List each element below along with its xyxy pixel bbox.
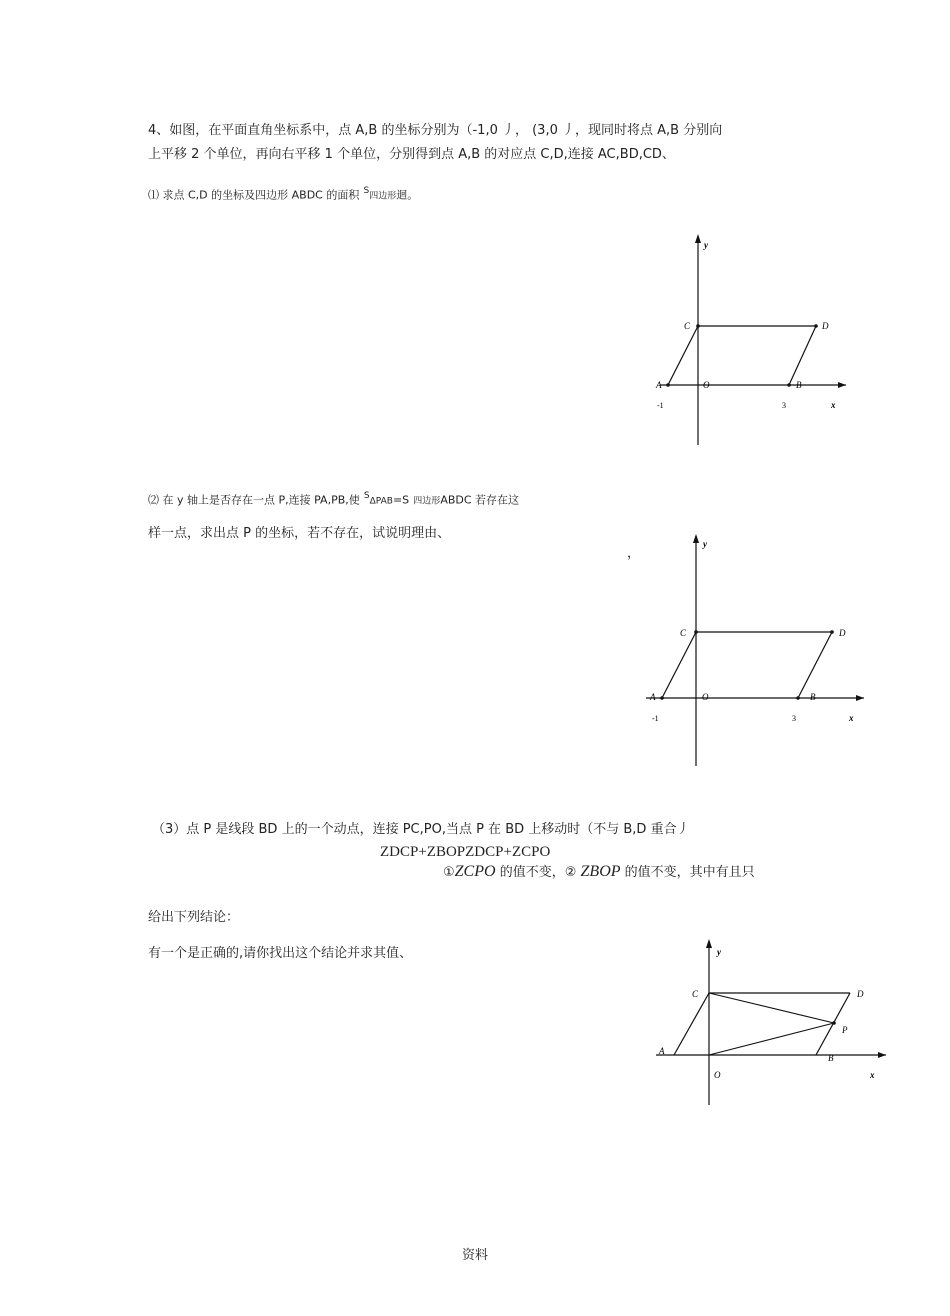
- conclusion-1-angle: ZCPO: [454, 863, 496, 880]
- fig3-label-b: B: [828, 1053, 834, 1063]
- conclusion-2-text: 的值不变，其中有且只: [624, 865, 755, 880]
- fig2-label-c: C: [680, 628, 687, 638]
- fig2-tick-neg1: -1: [652, 714, 659, 723]
- q2-prefix: ⑵ 在 y 轴上是否存在一点 P,连接 PA,PB,使: [148, 493, 360, 507]
- q1-prefix: ⑴ 求点 C,D 的坐标及四边形 ABDC 的面积: [148, 188, 360, 202]
- q2-mid: =S: [392, 493, 410, 507]
- conclusion-2-mark: ②: [564, 865, 577, 880]
- q2-s: S: [363, 491, 370, 501]
- fig3-label-a: A: [659, 1046, 665, 1056]
- fig1-label-b: B: [796, 380, 802, 390]
- fig3-label-x: x: [870, 1070, 875, 1080]
- fig2-label-y: y: [703, 539, 707, 549]
- fig2-label-x: x: [849, 713, 854, 723]
- fig2-label-b: B: [810, 692, 816, 702]
- q1-s: S: [363, 186, 370, 196]
- fig2-tick-3: 3: [792, 714, 796, 723]
- fig2-label-a: A: [650, 692, 656, 702]
- fig3-label-o: O: [714, 1070, 721, 1080]
- question-2: [148, 488, 519, 509]
- figure-2: [640, 530, 870, 770]
- fig2-label-o: O: [702, 692, 709, 702]
- problem-intro-line2: 上平移 2 个单位，再向右平移 1 个单位，分别得到点 A,B 的对应点 C,D,连接 AC,BD,CD、: [148, 147, 675, 162]
- problem-intro-line1: 4、如图，在平面直角坐标系中，点 A,B 的坐标分别为（-1,0 丿， (3,0 丿，现同时将点 A,B 分别向: [148, 123, 723, 138]
- page-footer: 资料: [462, 1248, 489, 1263]
- fig1-label-x: x: [831, 400, 836, 410]
- question-3-conclusions: [443, 864, 755, 881]
- fig1-tick-neg1: -1: [657, 401, 664, 410]
- fig1-tick-3: 3: [782, 401, 786, 410]
- figure-3: [650, 935, 890, 1110]
- fig1-label-c: C: [684, 321, 691, 331]
- conclusion-2-angle: ZBOP: [580, 863, 621, 880]
- question-3-last: 有一个是正确的,请你找出这个结论并求其值、: [148, 946, 413, 961]
- question-3-given: 给出下列结论：: [148, 910, 240, 925]
- fig1-label-d: D: [822, 321, 829, 331]
- q1-suffix: 迴。: [396, 188, 419, 202]
- question-3-line1: （3）点 P 是线段 BD 上的一个动点，连接 PC,PO,当点 P 在 BD 上移动时（不与 B,D 重合丿: [152, 822, 690, 837]
- fig3-label-y: y: [717, 947, 721, 957]
- stray-comma: ，: [627, 546, 641, 561]
- fig1-label-y: y: [704, 240, 708, 250]
- q2-suffix: ABDC 若存在这: [440, 493, 520, 507]
- question-2-line2: 样一点，求出点 P 的坐标，若不存在，试说明理由、: [148, 526, 451, 541]
- figure-1: [640, 230, 860, 450]
- fig3-label-c: C: [692, 989, 699, 999]
- fig1-label-a: A: [656, 380, 662, 390]
- question-1: [148, 183, 418, 204]
- q1-sub: 四边形: [369, 191, 397, 202]
- fig2-label-d: D: [839, 628, 846, 638]
- q2-sub1: ΔPAB: [369, 496, 393, 507]
- conclusion-1-text: 的值不变，: [499, 865, 565, 880]
- fig3-label-d: D: [857, 989, 864, 999]
- fig3-label-p: P: [842, 1025, 848, 1035]
- conclusion-1-mark: ①: [443, 865, 455, 880]
- q2-sub2: 四边形: [413, 496, 441, 507]
- fig1-label-o: O: [703, 380, 710, 390]
- question-3-expression: ZDCP+ZBOPZDCP+ZCPO: [380, 844, 551, 860]
